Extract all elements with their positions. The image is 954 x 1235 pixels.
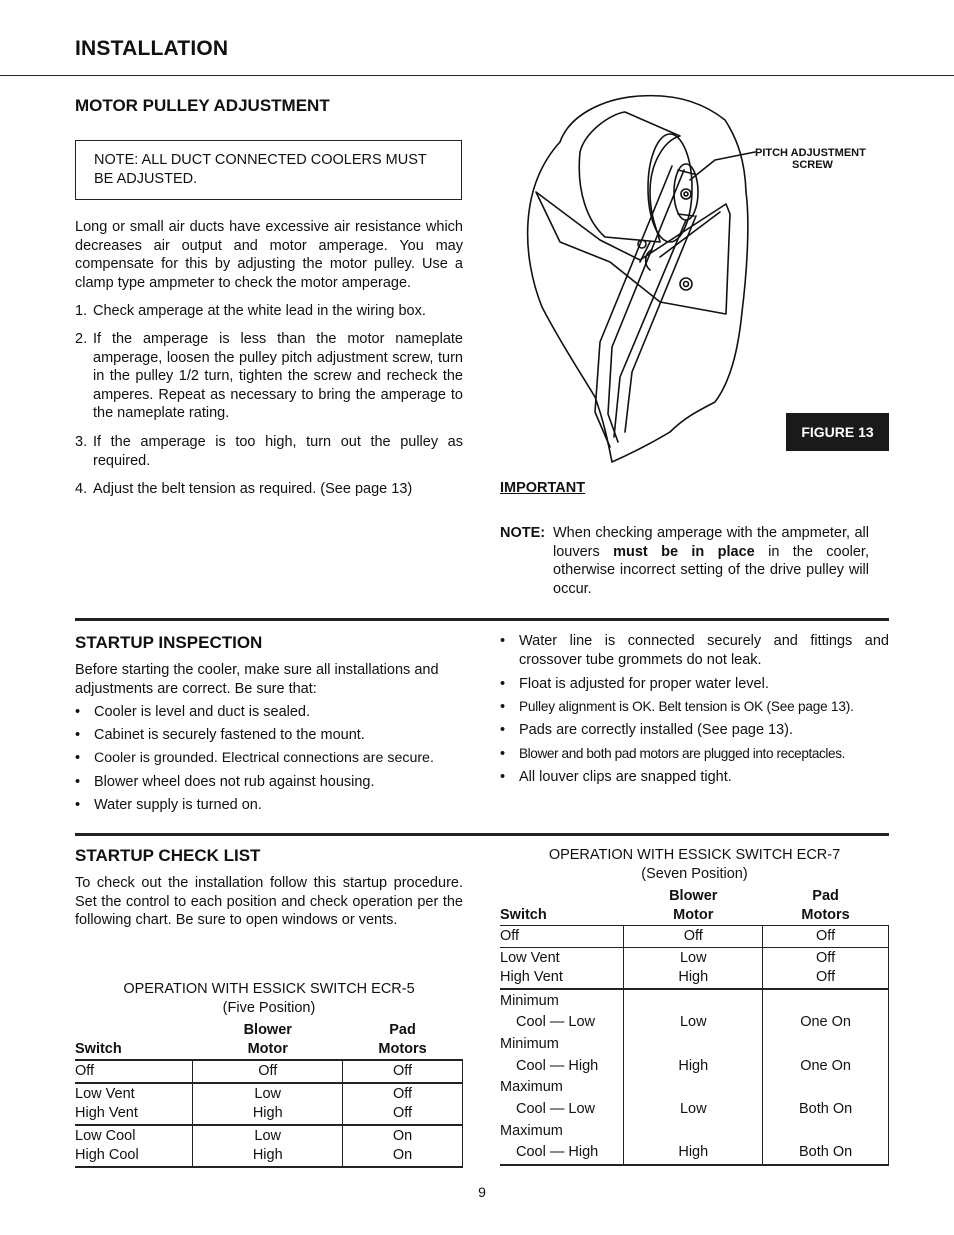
table-row <box>75 1083 463 1125</box>
bullet-glyph: • <box>75 774 81 790</box>
note-text-bold: must be in place <box>613 543 755 560</box>
cell-line: Low Cool <box>75 1127 136 1144</box>
table-cell: Off <box>193 1060 343 1083</box>
bullet-glyph: • <box>500 722 506 738</box>
ecr7-table <box>500 887 889 1166</box>
cell-line: Minimum <box>500 992 559 1009</box>
table-cell <box>763 989 889 1166</box>
list-item-text: All louver clips are snapped tight. <box>519 769 732 785</box>
step-item <box>75 302 463 322</box>
column-header-pad <box>343 1021 463 1060</box>
list-item-text: Float is adjusted for proper water level. <box>519 676 769 692</box>
list-item-text: Pads are correctly installed (See page 13). <box>519 722 794 738</box>
header-line: Motor <box>673 907 714 923</box>
cell-line: Off <box>393 1085 413 1102</box>
cell-line <box>763 991 888 1013</box>
step-number: 2. <box>75 331 88 347</box>
table-header-row <box>500 887 889 926</box>
table-cell: Off <box>75 1060 193 1083</box>
column-header-switch: Switch <box>75 1041 122 1057</box>
cell-line <box>763 1034 888 1056</box>
ecr5-table <box>75 1021 463 1168</box>
header-line: Motor <box>247 1041 288 1057</box>
table-row <box>75 1060 463 1083</box>
cell-line: High <box>252 1147 283 1163</box>
step-number: 3. <box>75 434 88 450</box>
list-item <box>75 703 465 723</box>
table-cell <box>343 1083 463 1125</box>
step-text: Check amperage at the white lead in the wiring box. <box>93 303 426 319</box>
cell-line: On <box>392 1127 413 1144</box>
cell-line <box>763 1121 888 1143</box>
table-cell <box>75 1083 193 1125</box>
cell-line: High Vent <box>75 1105 138 1121</box>
header-line: Blower <box>669 888 718 904</box>
cell-line: Maximum <box>500 1079 563 1096</box>
table-cell <box>193 1125 343 1167</box>
list-item <box>500 768 889 788</box>
cell-line: Off <box>816 969 836 985</box>
cell-line: Low Vent <box>500 949 560 966</box>
cell-line: Cool — Low <box>516 1014 595 1031</box>
list-item <box>500 721 889 741</box>
table-row <box>75 1125 463 1167</box>
cell-line: Low Vent <box>75 1085 135 1102</box>
table-cell <box>624 989 763 1166</box>
table-cell <box>500 947 624 989</box>
cell-line: On <box>392 1147 413 1163</box>
ecr7-caption: OPERATION WITH ESSICK SWITCH ECR-7 <box>548 847 841 863</box>
list-item-text: Blower and both pad motors are plugged into receptacles. <box>519 746 845 761</box>
cell-line: Both On <box>798 1101 853 1118</box>
header-line: Blower <box>243 1022 292 1038</box>
bullet-glyph: • <box>500 676 506 692</box>
list-item-text: Water line is connected securely and fittings and crossover tube grommets do not leak. <box>519 633 889 668</box>
header-line: Pad <box>812 888 839 904</box>
table-cell <box>763 947 889 989</box>
list-item-text: Cooler is grounded. Electrical connections are secure. <box>94 750 434 766</box>
cell-line: Minimum <box>500 1035 559 1052</box>
cell-line: Cool — High <box>516 1057 599 1074</box>
list-item-text: Cabinet is securely fastened to the mount. <box>94 727 365 743</box>
motor-pulley-intro: Long or small air ducts have excessive air resistance which decreases air output and motor amperage. You may compensate for this by adjusting the motor pulley. Use a clamp type ampmeter to check the motor amperage. <box>75 219 463 291</box>
cell-line: Low <box>679 1101 707 1118</box>
bullet-glyph: • <box>500 699 506 715</box>
step-item <box>75 480 463 500</box>
note-text-post: in the cooler, otherwise incorrect setting of the drive pulley will occur. <box>553 543 869 597</box>
cell-line <box>763 1077 888 1099</box>
figure-13-tag: FIGURE 13 <box>786 413 889 451</box>
list-item-text: Pulley alignment is OK. Belt tension is OK (See page 13). <box>519 699 854 714</box>
table-cell <box>193 1083 343 1125</box>
cell-line: Off <box>816 949 836 966</box>
callout-line-1: PITCH ADJUSTMENT <box>755 147 866 159</box>
column-header-switch: Switch <box>500 907 547 923</box>
table-cell: Off <box>500 926 624 948</box>
cell-line: High <box>678 1144 709 1161</box>
table-cell <box>75 1125 193 1167</box>
startup-checklist-title: STARTUP CHECK LIST <box>75 846 261 865</box>
column-header-blower <box>624 887 763 926</box>
list-item-text: Blower wheel does not rub against housing. <box>94 774 375 790</box>
cell-line: Low <box>254 1085 282 1102</box>
table-cell <box>500 989 624 1166</box>
step-text: If the amperage is too high, turn out the pulley as required. <box>93 434 463 469</box>
table-header-row <box>75 1021 463 1060</box>
header-divider <box>0 75 954 76</box>
cell-line: One On <box>800 1057 851 1074</box>
callout-line-2: SCREW <box>792 159 833 171</box>
startup-inspection-title: STARTUP INSPECTION <box>75 633 263 652</box>
table-row <box>500 989 889 1166</box>
bullet-glyph: • <box>75 797 81 813</box>
cell-line <box>624 1077 762 1099</box>
step-text: If the amperage is less than the motor nameplate amperage, loosen the pulley pitch adjustment screw, turn in the pulley 1/2 turn, tighten the screw and recheck the amperes. Repeat as necessary to bring the amperage to the nameplate rating. <box>93 331 463 422</box>
cell-line: Cool — High <box>516 1144 599 1161</box>
cell-line: High <box>678 1057 709 1074</box>
ecr5-caption: OPERATION WITH ESSICK SWITCH ECR-5 <box>123 981 415 997</box>
note-text-pre: When checking amperage with the ampmeter, all louvers <box>553 525 869 560</box>
table-row <box>500 947 889 989</box>
header-line: Motors <box>378 1041 427 1057</box>
cell-line: Maximum <box>500 1122 563 1139</box>
column-header-pad <box>763 887 889 926</box>
list-item <box>500 632 889 672</box>
cell-line: High Cool <box>75 1147 139 1163</box>
duct-note-box: NOTE: ALL DUCT CONNECTED COOLERS MUST BE ADJUSTED. <box>75 140 462 200</box>
step-number: 1. <box>75 303 88 319</box>
cell-line: High Vent <box>500 969 563 985</box>
list-item <box>500 675 889 695</box>
bullet-glyph: • <box>75 727 81 743</box>
list-item <box>75 796 465 816</box>
table-row <box>500 926 889 948</box>
step-item <box>75 330 463 425</box>
list-item <box>75 726 465 746</box>
important-heading: IMPORTANT <box>500 480 586 496</box>
startup-checklist-intro: To check out the installation follow this startup procedure. Set the control to each position and check operation per the following chart. Be sure to open windows or vents. <box>75 875 463 929</box>
page-header-title: INSTALLATION <box>75 37 229 60</box>
ecr7-subcaption: (Seven Position) <box>641 866 748 882</box>
cell-line: Off <box>393 1105 413 1121</box>
cell-line: High <box>252 1105 283 1121</box>
column-header-blower <box>193 1021 343 1060</box>
bullet-glyph: • <box>75 750 81 766</box>
table-cell <box>343 1125 463 1167</box>
step-item <box>75 433 463 473</box>
cell-line: Low <box>679 1014 707 1031</box>
ecr5-subcaption: (Five Position) <box>222 1000 316 1016</box>
cell-line: Both On <box>798 1144 853 1161</box>
list-item <box>75 773 465 793</box>
cell-line <box>624 991 762 1013</box>
bullet-glyph: • <box>500 746 506 762</box>
cell-line: Cool — Low <box>516 1101 595 1118</box>
cell-line: Low <box>254 1127 282 1144</box>
list-item-text: Water supply is turned on. <box>94 797 262 813</box>
header-line: Motors <box>801 907 850 923</box>
header-line: Pad <box>389 1022 416 1038</box>
cell-line <box>624 1034 762 1056</box>
list-item <box>500 698 889 718</box>
ampmeter-note-text <box>553 524 869 598</box>
step-text: Adjust the belt tension as required. (See page 13) <box>93 481 413 497</box>
motor-pulley-title: MOTOR PULLEY ADJUSTMENT <box>75 96 330 115</box>
cell-line <box>624 1121 762 1143</box>
ampmeter-note-label: NOTE: <box>500 525 546 541</box>
list-item-text: Cooler is level and duct is sealed. <box>94 704 311 720</box>
table-cell: Off <box>763 926 889 948</box>
bullet-glyph: • <box>75 704 81 720</box>
table-cell <box>624 947 763 989</box>
list-item <box>500 745 889 765</box>
cell-line: One On <box>800 1014 851 1031</box>
section-divider <box>75 618 889 621</box>
cell-line: Low <box>679 949 707 966</box>
bullet-glyph: • <box>500 633 506 649</box>
startup-inspection-intro: Before starting the cooler, make sure all installations and adjustments are correct. Be sure that: <box>75 662 439 697</box>
table-cell: Off <box>624 926 763 948</box>
cell-line: High <box>678 969 709 985</box>
page-number: 9 <box>478 1184 486 1200</box>
bullet-glyph: • <box>500 769 506 785</box>
step-number: 4. <box>75 481 88 497</box>
section-divider <box>75 833 889 836</box>
table-cell: Off <box>343 1060 463 1083</box>
list-item <box>75 749 465 769</box>
